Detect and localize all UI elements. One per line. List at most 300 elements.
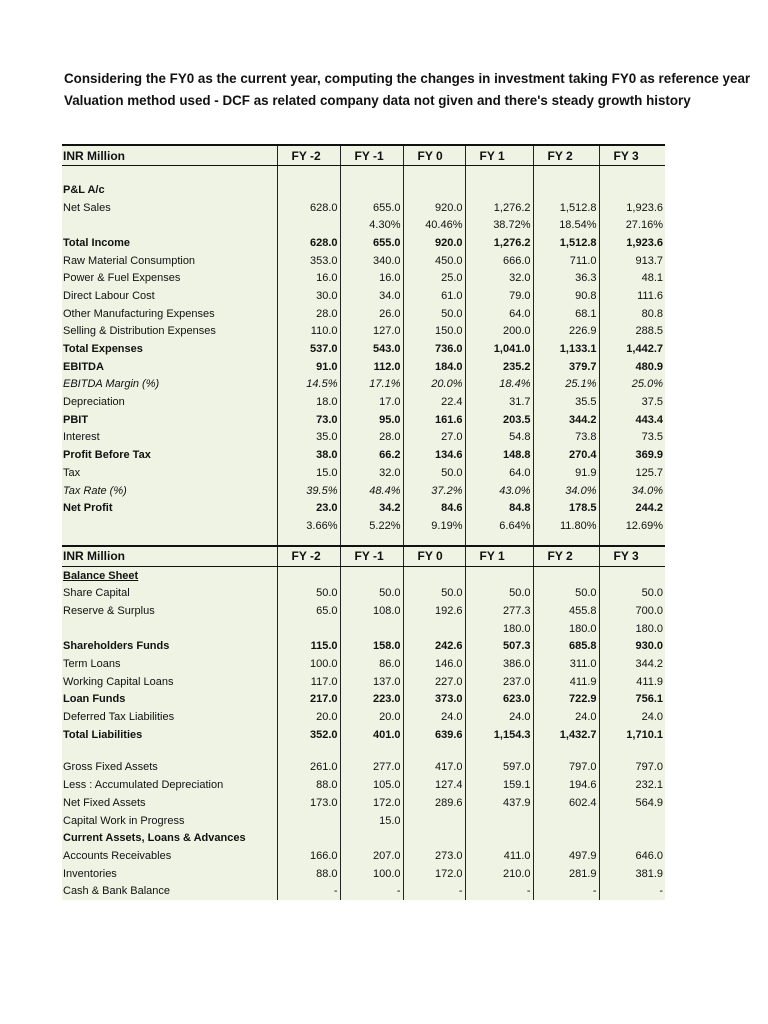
- cell-value: 277.3: [465, 602, 533, 620]
- cell-value: 443.4: [599, 411, 665, 429]
- cell-value: 180.0: [465, 620, 533, 638]
- cell-value: 24.0: [599, 708, 665, 726]
- cell-value: 18.4%: [465, 376, 533, 394]
- cell-value: 411.0: [465, 847, 533, 865]
- cell-value: [403, 166, 465, 182]
- cell-value: 180.0: [599, 620, 665, 638]
- cell-value: 172.0: [403, 865, 465, 883]
- cell-value: [465, 812, 533, 830]
- cell-value: 180.0: [533, 620, 599, 638]
- header-year-3: FY 0: [403, 145, 465, 166]
- cell-value: 381.9: [599, 865, 665, 883]
- table-row: [62, 794, 665, 812]
- cell-value: [340, 566, 403, 584]
- cell-value: [599, 181, 665, 199]
- cell-value: 125.7: [599, 464, 665, 482]
- cell-value: 497.9: [533, 847, 599, 865]
- cell-value: 28.0: [340, 429, 403, 447]
- row-label: [62, 166, 277, 182]
- row-label: Depreciation: [63, 396, 125, 409]
- cell-value: 623.0: [465, 691, 533, 709]
- cell-value: [465, 744, 533, 759]
- cell-value: [465, 829, 533, 847]
- cell-value: 166.0: [277, 847, 340, 865]
- row-label: Term Loans: [63, 658, 121, 671]
- cell-value: [277, 166, 340, 182]
- cell-value: [599, 566, 665, 584]
- cell-value: [403, 812, 465, 830]
- cell-value: 353.0: [277, 252, 340, 270]
- cell-value: 200.0: [465, 323, 533, 341]
- header-unit-label: INR Million: [62, 145, 277, 166]
- cell-value: 9.19%: [403, 517, 465, 535]
- cell-value: 1,432.7: [533, 726, 599, 744]
- cell-value: 172.0: [340, 794, 403, 812]
- header-year-4: FY 1: [465, 546, 533, 567]
- table-row: [62, 166, 665, 182]
- cell-value: [277, 566, 340, 584]
- table-row: [62, 812, 665, 830]
- cell-value: 25.0: [403, 269, 465, 287]
- cell-value: -: [599, 882, 665, 900]
- cell-value: 639.6: [403, 726, 465, 744]
- cell-value: [599, 744, 665, 759]
- cell-value: [403, 535, 465, 546]
- cell-value: [403, 620, 465, 638]
- cell-value: 161.6: [403, 411, 465, 429]
- cell-value: 913.7: [599, 252, 665, 270]
- cell-value: -: [340, 882, 403, 900]
- row-label: Profit Before Tax: [63, 449, 151, 462]
- cell-value: 27.16%: [599, 216, 665, 234]
- cell-value: 25.1%: [533, 376, 599, 394]
- cell-value: 173.0: [277, 794, 340, 812]
- cell-value: 628.0: [277, 234, 340, 252]
- header-year-2: FY -1: [340, 546, 403, 567]
- cell-value: 289.6: [403, 794, 465, 812]
- row-label: Loan Funds: [63, 693, 126, 706]
- cell-value: [599, 812, 665, 830]
- header-unit-label: INR Million: [62, 546, 277, 567]
- cell-value: 64.0: [465, 464, 533, 482]
- cell-value: 602.4: [533, 794, 599, 812]
- cell-value: [533, 812, 599, 830]
- cell-value: [340, 535, 403, 546]
- cell-value: 930.0: [599, 638, 665, 656]
- cell-value: 100.0: [340, 865, 403, 883]
- cell-value: 110.0: [277, 323, 340, 341]
- cell-value: [465, 535, 533, 546]
- cell-value: [403, 181, 465, 199]
- cell-value: 203.5: [465, 411, 533, 429]
- cell-value: 38.72%: [465, 216, 533, 234]
- table-row: [62, 517, 665, 535]
- table-row: [62, 411, 665, 429]
- row-label: Net Sales: [63, 201, 111, 214]
- table-row: [62, 464, 665, 482]
- row-label: EBITDA Margin (%): [63, 378, 160, 391]
- cell-value: 27.0: [403, 429, 465, 447]
- cell-value: 411.9: [599, 673, 665, 691]
- cell-value: 115.0: [277, 638, 340, 656]
- cell-value: -: [277, 882, 340, 900]
- cell-value: [465, 566, 533, 584]
- cell-value: [465, 166, 533, 182]
- cell-value: [277, 829, 340, 847]
- cell-value: 711.0: [533, 252, 599, 270]
- cell-value: 28.0: [277, 305, 340, 323]
- cell-value: 127.4: [403, 776, 465, 794]
- row-label: Deferred Tax Liabilities: [63, 711, 175, 724]
- cell-value: [277, 620, 340, 638]
- cell-value: [340, 829, 403, 847]
- row-label: [62, 517, 277, 535]
- cell-value: 1,041.0: [465, 340, 533, 358]
- cell-value: 25.0%: [599, 376, 665, 394]
- cell-value: 17.0: [340, 393, 403, 411]
- cell-value: 15.0: [340, 812, 403, 830]
- cell-value: 237.0: [465, 673, 533, 691]
- cell-value: [340, 620, 403, 638]
- cell-value: 158.0: [340, 638, 403, 656]
- cell-value: 1,512.8: [533, 199, 599, 217]
- header-year-5: FY 2: [533, 546, 599, 567]
- cell-value: 15.0: [277, 464, 340, 482]
- row-label: Tax: [63, 466, 81, 479]
- cell-value: 920.0: [403, 199, 465, 217]
- cell-value: 50.0: [403, 584, 465, 602]
- cell-value: 50.0: [599, 584, 665, 602]
- row-label: [62, 216, 277, 234]
- row-label: Gross Fixed Assets: [63, 761, 158, 774]
- cell-value: 437.9: [465, 794, 533, 812]
- table-row: [62, 584, 665, 602]
- row-label: P&L A/c: [63, 183, 105, 196]
- row-label: PBIT: [63, 413, 89, 426]
- cell-value: 1,133.1: [533, 340, 599, 358]
- cell-value: -: [403, 882, 465, 900]
- cell-value: 37.2%: [403, 482, 465, 500]
- cell-value: 401.0: [340, 726, 403, 744]
- cell-value: 18.54%: [533, 216, 599, 234]
- cell-value: [277, 216, 340, 234]
- cell-value: 232.1: [599, 776, 665, 794]
- row-label: Cash & Bank Balance: [63, 885, 171, 898]
- cell-value: [533, 166, 599, 182]
- cell-value: 73.8: [533, 429, 599, 447]
- cell-value: 159.1: [465, 776, 533, 794]
- cell-value: 411.9: [533, 673, 599, 691]
- row-label: Net Fixed Assets: [63, 796, 146, 809]
- cell-value: 61.0: [403, 287, 465, 305]
- row-label: Interest: [63, 431, 100, 444]
- cell-value: 1,923.6: [599, 234, 665, 252]
- cell-value: 244.2: [599, 499, 665, 517]
- cell-value: 34.0: [340, 287, 403, 305]
- financial-table: [62, 144, 665, 900]
- cell-value: 137.0: [340, 673, 403, 691]
- row-label: Reserve & Surplus: [63, 604, 155, 617]
- cell-value: [340, 181, 403, 199]
- table-row: [62, 252, 665, 270]
- cell-value: 655.0: [340, 234, 403, 252]
- cell-value: 223.0: [340, 691, 403, 709]
- table-row: [62, 376, 665, 394]
- cell-value: [277, 744, 340, 759]
- cell-value: 22.4: [403, 393, 465, 411]
- cell-value: 666.0: [465, 252, 533, 270]
- cell-value: 1,512.8: [533, 234, 599, 252]
- cell-value: 16.0: [340, 269, 403, 287]
- cell-value: 700.0: [599, 602, 665, 620]
- cell-value: 369.9: [599, 446, 665, 464]
- cell-value: 117.0: [277, 673, 340, 691]
- cell-value: 281.9: [533, 865, 599, 883]
- cell-value: 39.5%: [277, 482, 340, 500]
- cell-value: 564.9: [599, 794, 665, 812]
- table-row: [62, 744, 665, 759]
- cell-value: 1,923.6: [599, 199, 665, 217]
- cell-value: 146.0: [403, 655, 465, 673]
- cell-value: 507.3: [465, 638, 533, 656]
- row-label: Share Capital: [63, 587, 130, 600]
- cell-value: 207.0: [340, 847, 403, 865]
- table-row: [62, 726, 665, 744]
- cell-value: 35.0: [277, 429, 340, 447]
- table-row: [62, 446, 665, 464]
- table-row: [62, 673, 665, 691]
- cell-value: [340, 744, 403, 759]
- row-label: Other Manufacturing Expenses: [63, 307, 215, 320]
- cell-value: 64.0: [465, 305, 533, 323]
- cell-value: 277.0: [340, 759, 403, 777]
- table-row: [62, 323, 665, 341]
- cell-value: 379.7: [533, 358, 599, 376]
- bs-header-row: [62, 546, 665, 567]
- cell-value: 35.5: [533, 393, 599, 411]
- cell-value: 50.0: [277, 584, 340, 602]
- cell-value: 100.0: [277, 655, 340, 673]
- table-row: [62, 829, 665, 847]
- cell-value: 178.5: [533, 499, 599, 517]
- cell-value: [599, 535, 665, 546]
- table-row: [62, 234, 665, 252]
- header-year-3: FY 0: [403, 546, 465, 567]
- table-row: [62, 499, 665, 517]
- cell-value: 722.9: [533, 691, 599, 709]
- cell-value: 4.30%: [340, 216, 403, 234]
- cell-value: [533, 829, 599, 847]
- cell-value: [533, 744, 599, 759]
- cell-value: [340, 166, 403, 182]
- row-label: Total Expenses: [63, 343, 143, 356]
- row-label: Accounts Receivables: [63, 849, 172, 862]
- cell-value: 736.0: [403, 340, 465, 358]
- table-row: [62, 393, 665, 411]
- row-label: [62, 535, 277, 546]
- cell-value: 150.0: [403, 323, 465, 341]
- cell-value: 261.0: [277, 759, 340, 777]
- row-label: Total Liabilities: [63, 728, 143, 741]
- cell-value: 455.8: [533, 602, 599, 620]
- cell-value: 311.0: [533, 655, 599, 673]
- cell-value: [403, 829, 465, 847]
- intro-text: [64, 68, 751, 112]
- table-row: [62, 216, 665, 234]
- cell-value: 43.0%: [465, 482, 533, 500]
- cell-value: 112.0: [340, 358, 403, 376]
- table-row: [62, 691, 665, 709]
- cell-value: 194.6: [533, 776, 599, 794]
- header-year-6: FY 3: [599, 546, 665, 567]
- cell-value: 91.0: [277, 358, 340, 376]
- cell-value: 242.6: [403, 638, 465, 656]
- cell-value: 543.0: [340, 340, 403, 358]
- financial-table-wrapper: [62, 144, 665, 900]
- cell-value: 16.0: [277, 269, 340, 287]
- cell-value: 38.0: [277, 446, 340, 464]
- cell-value: 88.0: [277, 776, 340, 794]
- cell-value: 26.0: [340, 305, 403, 323]
- row-label: EBITDA: [63, 360, 104, 373]
- cell-value: 597.0: [465, 759, 533, 777]
- cell-value: 1,154.3: [465, 726, 533, 744]
- cell-value: 105.0: [340, 776, 403, 794]
- table-row: [62, 847, 665, 865]
- row-label: Less : Accumulated Depreciation: [63, 779, 224, 792]
- table-row: [62, 305, 665, 323]
- table-row: [62, 776, 665, 794]
- row-label: Shareholders Funds: [63, 640, 170, 653]
- cell-value: 417.0: [403, 759, 465, 777]
- cell-value: 797.0: [599, 759, 665, 777]
- table-row: [62, 708, 665, 726]
- pl-header-row: [62, 145, 665, 166]
- cell-value: [277, 812, 340, 830]
- table-row: [62, 358, 665, 376]
- cell-value: 88.0: [277, 865, 340, 883]
- cell-value: 48.1: [599, 269, 665, 287]
- cell-value: 79.0: [465, 287, 533, 305]
- row-label: Selling & Distribution Expenses: [63, 325, 216, 338]
- cell-value: 24.0: [465, 708, 533, 726]
- cell-value: 20.0: [340, 708, 403, 726]
- cell-value: 344.2: [533, 411, 599, 429]
- cell-value: 192.6: [403, 602, 465, 620]
- table-row: [62, 287, 665, 305]
- cell-value: [533, 566, 599, 584]
- cell-value: 480.9: [599, 358, 665, 376]
- cell-value: [403, 744, 465, 759]
- row-label: Raw Material Consumption: [63, 254, 196, 267]
- row-label: [62, 744, 277, 759]
- cell-value: 86.0: [340, 655, 403, 673]
- cell-value: [403, 566, 465, 584]
- cell-value: [465, 181, 533, 199]
- cell-value: [599, 166, 665, 182]
- cell-value: 352.0: [277, 726, 340, 744]
- cell-value: 80.8: [599, 305, 665, 323]
- cell-value: 685.8: [533, 638, 599, 656]
- table-row: [62, 638, 665, 656]
- table-row: [62, 566, 665, 584]
- cell-value: 6.64%: [465, 517, 533, 535]
- cell-value: 1,276.2: [465, 234, 533, 252]
- cell-value: 91.9: [533, 464, 599, 482]
- row-label: Capital Work in Progress: [63, 814, 185, 827]
- cell-value: 108.0: [340, 602, 403, 620]
- cell-value: 50.0: [403, 464, 465, 482]
- cell-value: 24.0: [403, 708, 465, 726]
- cell-value: 90.8: [533, 287, 599, 305]
- intro-line-1: Considering the FY0 as the current year, computing the changes in investment taking FY0 as reference year: [64, 71, 751, 86]
- cell-value: 84.6: [403, 499, 465, 517]
- cell-value: 11.80%: [533, 517, 599, 535]
- header-year-1: FY -2: [277, 546, 340, 567]
- cell-value: 655.0: [340, 199, 403, 217]
- row-label: [62, 566, 277, 584]
- table-row: [62, 602, 665, 620]
- cell-value: 48.4%: [340, 482, 403, 500]
- row-label: Power & Fuel Expenses: [63, 272, 181, 285]
- cell-value: 288.5: [599, 323, 665, 341]
- cell-value: 134.6: [403, 446, 465, 464]
- row-label: Direct Labour Cost: [63, 289, 155, 302]
- row-label: Net Profit: [63, 502, 113, 515]
- cell-value: 227.0: [403, 673, 465, 691]
- cell-value: 14.5%: [277, 376, 340, 394]
- cell-value: 1,276.2: [465, 199, 533, 217]
- row-label: Current Assets, Loans & Advances: [63, 832, 246, 845]
- cell-value: 646.0: [599, 847, 665, 865]
- cell-value: 23.0: [277, 499, 340, 517]
- cell-value: 340.0: [340, 252, 403, 270]
- cell-value: 217.0: [277, 691, 340, 709]
- cell-value: 226.9: [533, 323, 599, 341]
- cell-value: 270.4: [533, 446, 599, 464]
- row-label: Inventories: [63, 867, 117, 880]
- cell-value: 5.22%: [340, 517, 403, 535]
- cell-value: 65.0: [277, 602, 340, 620]
- cell-value: 40.46%: [403, 216, 465, 234]
- cell-value: [533, 535, 599, 546]
- cell-value: 50.0: [403, 305, 465, 323]
- cell-value: 73.5: [599, 429, 665, 447]
- cell-value: [277, 535, 340, 546]
- header-year-2: FY -1: [340, 145, 403, 166]
- cell-value: 235.2: [465, 358, 533, 376]
- cell-value: 20.0: [277, 708, 340, 726]
- cell-value: 537.0: [277, 340, 340, 358]
- cell-value: 32.0: [465, 269, 533, 287]
- table-row: [62, 655, 665, 673]
- cell-value: [277, 181, 340, 199]
- row-label-text: Balance Sheet: [63, 569, 139, 582]
- cell-value: 210.0: [465, 865, 533, 883]
- cell-value: [533, 181, 599, 199]
- header-year-1: FY -2: [277, 145, 340, 166]
- header-year-6: FY 3: [599, 145, 665, 166]
- cell-value: 184.0: [403, 358, 465, 376]
- cell-value: 34.2: [340, 499, 403, 517]
- cell-value: 127.0: [340, 323, 403, 341]
- cell-value: 17.1%: [340, 376, 403, 394]
- cell-value: 32.0: [340, 464, 403, 482]
- cell-value: 756.1: [599, 691, 665, 709]
- row-label: Working Capital Loans: [63, 675, 174, 688]
- table-row: [62, 199, 665, 217]
- header-year-4: FY 1: [465, 145, 533, 166]
